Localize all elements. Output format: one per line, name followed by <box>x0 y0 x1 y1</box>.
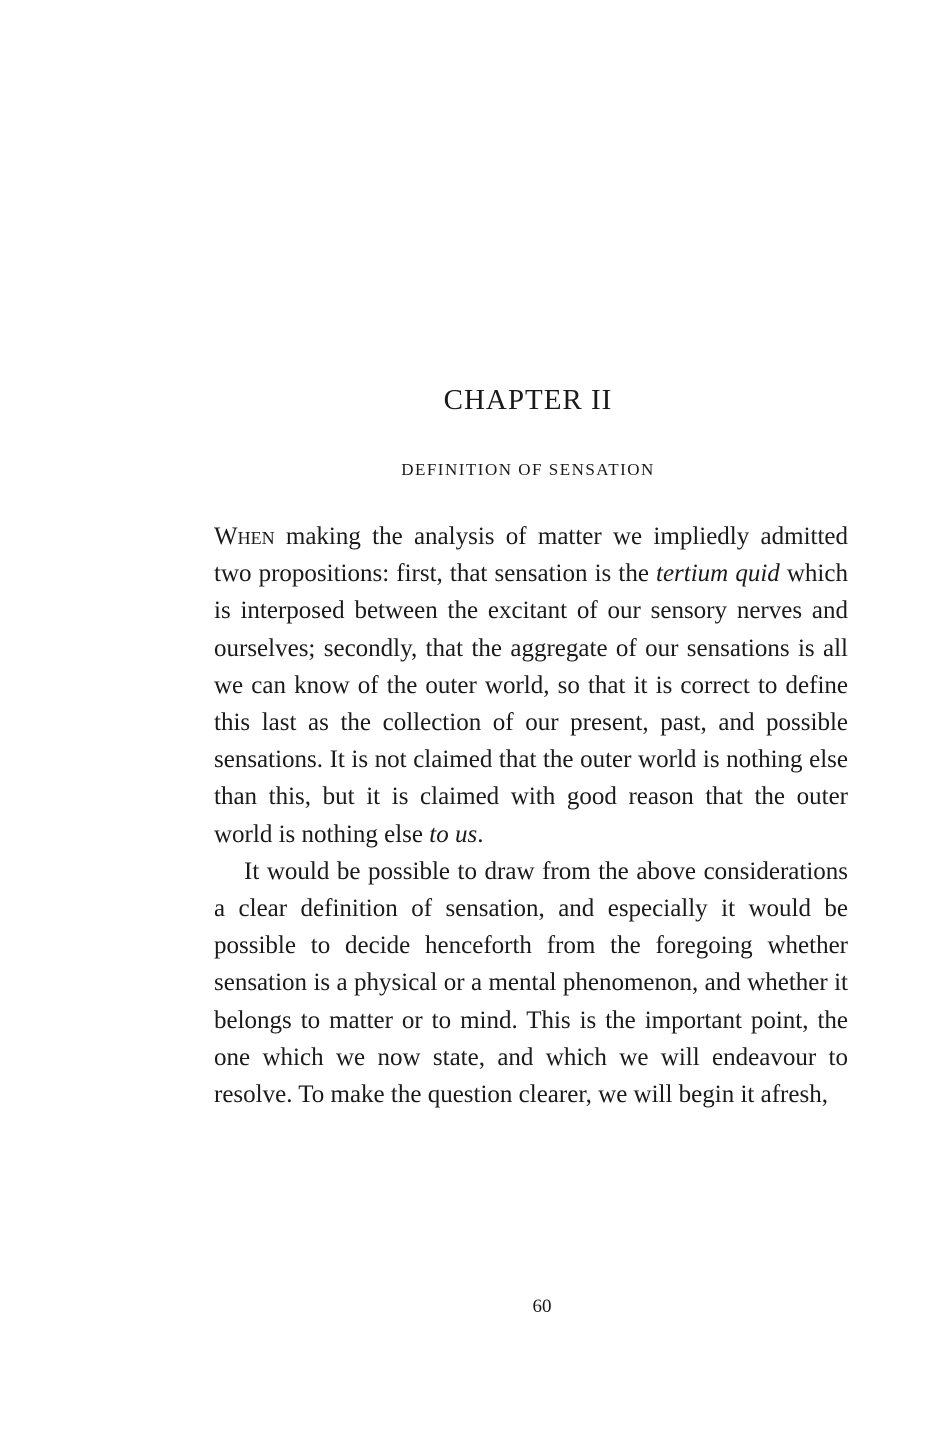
page-number: 60 <box>532 1296 552 1317</box>
paragraph-1-text-b: which is interposed between the excitant of our sensory nerves and ourselves; secondly, that the aggregate of our sensations is all we can know of the outer world, so that it is correct to define this last as the collection of our present, past, and possible sensations. It is not claimed that the outer world is nothing else than this, but it is claimed with good reason that the outer world is nothing else <box>214 560 848 848</box>
paragraph-1-lead-word: When <box>214 523 275 550</box>
paragraph-1-italic-term: tertium quid <box>656 560 780 588</box>
paragraph-1-end: . <box>477 820 484 848</box>
paragraph-1-italic-end: to us <box>429 820 478 848</box>
section-title: DEFINITION OF SENSATION <box>401 460 655 479</box>
paragraph-1 <box>214 518 848 853</box>
body-text <box>214 518 848 1113</box>
paragraph-2: It would be possible to draw from the above considerations a clear definition of sensation, and especially it would be possible to decide henceforth from the foregoing whether sensation is a physical or a mental phenomenon, and whether it belongs to matter or to mind. This is the important point, the one which we now state, and which we will endeavour to resolve. To make the question clearer, we will begin it afresh, <box>214 857 848 1109</box>
chapter-title: CHAPTER II <box>443 384 613 416</box>
paragraph-1-text-a: making the analysis of matter we impliedly admitted two propositions: first, that sensation is the <box>214 523 848 588</box>
